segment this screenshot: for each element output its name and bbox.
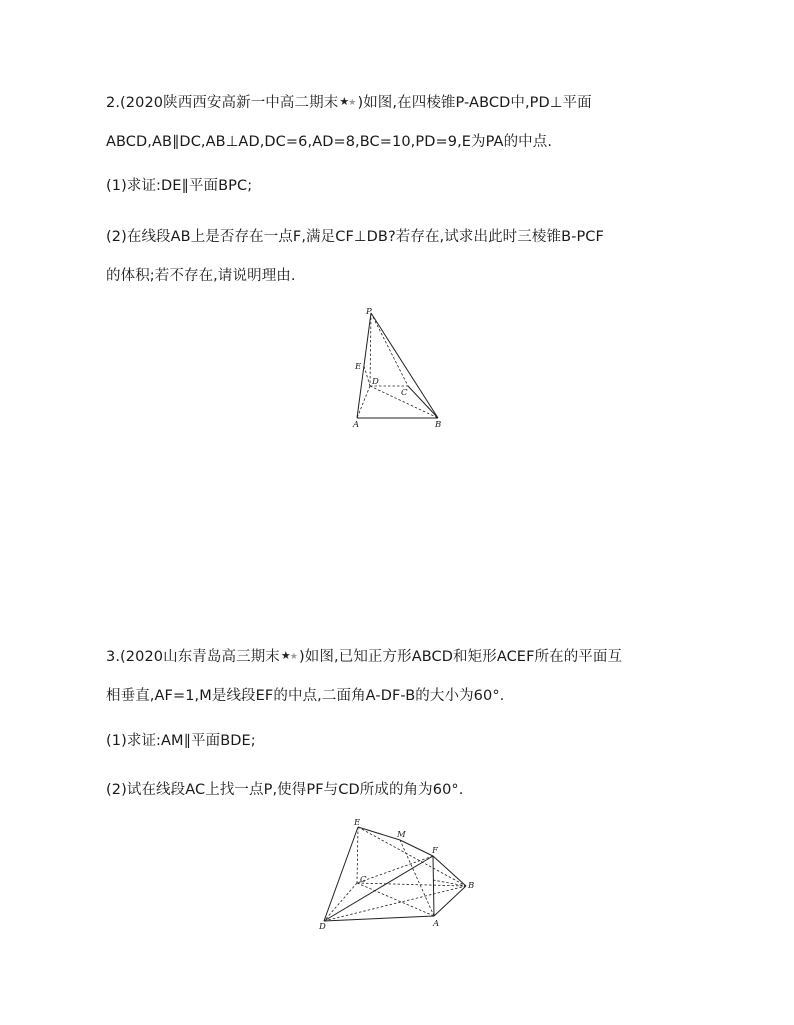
label-B: B — [435, 420, 442, 430]
problem-3-source: (2020山东青岛高三期末 — [120, 649, 280, 665]
label-B: B — [468, 881, 475, 891]
edge-AB — [434, 886, 466, 916]
problem-2-stem-line2: ABCD,AB∥DC,AB⊥AD,DC=6,AD=8,BC=10,PD=9,E为PA的中点. — [106, 134, 553, 150]
edge-PD — [370, 313, 371, 386]
edge-DE — [364, 366, 370, 386]
problem-2-stem-line1 — [106, 92, 592, 113]
edge-PC — [371, 313, 408, 386]
label-M: M — [397, 830, 406, 840]
label-C: C — [401, 388, 408, 398]
edge-DF — [324, 856, 433, 921]
problem-3-stem-line2: 相垂直,AF=1,M是线段EF的中点,二面角A-DF-B的大小为60°. — [106, 688, 505, 704]
star-rating-icon: ★★ — [339, 95, 357, 108]
problem-3-part2: (2)试在线段AC上找一点P,使得PF与CD所成的角为60°. — [106, 782, 464, 798]
problem-2-number: 2. — [106, 95, 121, 111]
problem-2-part2-line1: (2)在线段AB上是否存在一点F,满足CF⊥DB?若存在,试求出此时三棱锥B-PCF — [106, 229, 604, 245]
label-D: D — [372, 377, 379, 387]
pyramid-figure — [340, 305, 470, 430]
edge-CA — [357, 883, 434, 916]
edge-CB — [357, 883, 466, 886]
edge-AM — [400, 840, 434, 916]
square-rectangle-figure — [312, 815, 482, 935]
problem-2-stem-text: )如图,在四棱锥P-ABCD中,PD⊥平面 — [357, 95, 592, 111]
label-F: F — [432, 846, 438, 856]
label-P: P — [366, 307, 372, 317]
problem-2-part1: (1)求证:DE∥平面BPC; — [106, 178, 253, 194]
edge-ED — [324, 827, 358, 921]
edge-CB — [408, 386, 438, 418]
problem-3-stem-text: )如图,已知正方形ABCD和矩形ACEF所在的平面互 — [299, 649, 623, 665]
label-E: E — [354, 818, 361, 828]
edge-EC — [357, 827, 358, 883]
label-A: A — [353, 420, 360, 430]
edge-EB — [358, 827, 466, 886]
star-rating-icon: ★★ — [280, 649, 299, 662]
problem-3-part1: (1)求证:AM∥平面BDE; — [106, 733, 256, 749]
label-D: D — [319, 922, 326, 932]
label-A: A — [433, 919, 440, 929]
problem-2-source: (2020陕西西安高新一中高二期末 — [120, 95, 339, 111]
label-E: E — [355, 362, 362, 372]
edge-MF — [400, 840, 433, 856]
problem-3-stem-line1 — [106, 646, 622, 667]
problem-3-number: 3. — [106, 649, 121, 665]
label-C: C — [360, 875, 367, 885]
problem-2-part2-line2: 的体积;若不存在,请说明理由. — [106, 268, 296, 284]
edge-CD — [324, 883, 357, 921]
edge-DA — [324, 916, 434, 921]
edge-DB — [324, 886, 466, 921]
edge-FA — [433, 856, 434, 916]
